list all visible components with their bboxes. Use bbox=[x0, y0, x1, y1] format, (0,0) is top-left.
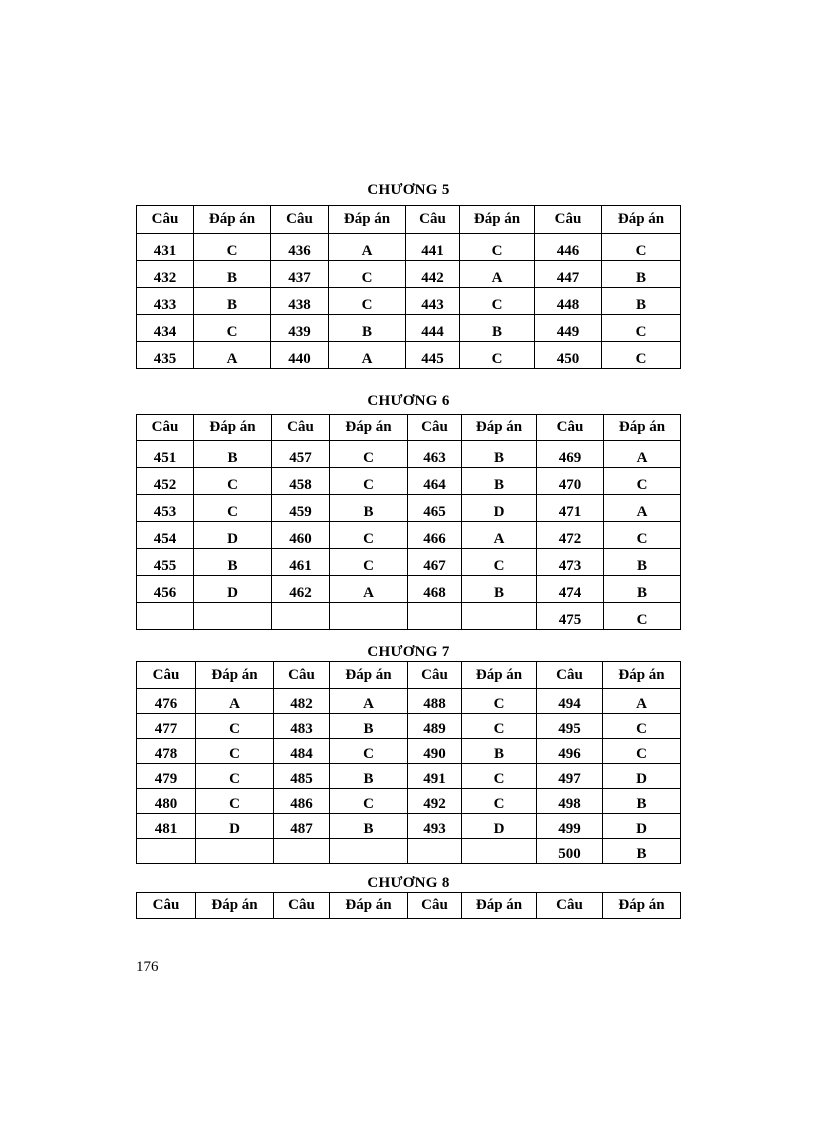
table-row bbox=[137, 576, 681, 603]
question-header: Câu bbox=[274, 662, 330, 689]
answer-letter: C bbox=[330, 522, 408, 549]
answer-letter: C bbox=[602, 315, 681, 342]
table-row bbox=[137, 689, 681, 714]
answer-header: Đáp án bbox=[602, 206, 681, 234]
table-row bbox=[137, 789, 681, 814]
question-number: 469 bbox=[537, 441, 604, 468]
answer-letter: B bbox=[462, 739, 537, 764]
question-number: 466 bbox=[408, 522, 462, 549]
table-row bbox=[137, 495, 681, 522]
question-number: 477 bbox=[137, 714, 196, 739]
table-header-row bbox=[137, 662, 681, 689]
question-header: Câu bbox=[408, 662, 462, 689]
question-number: 443 bbox=[406, 288, 460, 315]
question-number: 470 bbox=[537, 468, 604, 495]
answer-letter: D bbox=[603, 814, 681, 839]
question-header: Câu bbox=[537, 662, 603, 689]
answer-letter: B bbox=[329, 315, 406, 342]
question-number: 488 bbox=[408, 689, 462, 714]
question-number bbox=[137, 603, 194, 630]
chapter-5-answer-table bbox=[136, 205, 681, 369]
answer-header: Đáp án bbox=[330, 662, 408, 689]
answer-header: Đáp án bbox=[460, 206, 535, 234]
answer-letter: B bbox=[330, 714, 408, 739]
answer-letter: C bbox=[604, 522, 681, 549]
table-row bbox=[137, 739, 681, 764]
answer-letter: C bbox=[194, 315, 271, 342]
question-number bbox=[408, 839, 462, 864]
answer-letter: C bbox=[603, 739, 681, 764]
answer-header: Đáp án bbox=[603, 893, 681, 919]
question-number: 485 bbox=[274, 764, 330, 789]
question-number: 458 bbox=[272, 468, 330, 495]
question-number: 437 bbox=[271, 261, 329, 288]
answer-letter: B bbox=[602, 288, 681, 315]
answer-letter: B bbox=[330, 814, 408, 839]
question-number: 456 bbox=[137, 576, 194, 603]
answer-letter: C bbox=[460, 234, 535, 261]
answer-header: Đáp án bbox=[462, 893, 537, 919]
question-number: 486 bbox=[274, 789, 330, 814]
table-row bbox=[137, 342, 681, 369]
question-number: 484 bbox=[274, 739, 330, 764]
answer-letter: C bbox=[460, 288, 535, 315]
answer-letter: B bbox=[604, 549, 681, 576]
page-number: 176 bbox=[136, 959, 159, 975]
question-number: 500 bbox=[537, 839, 603, 864]
answer-letter: D bbox=[194, 576, 272, 603]
table-row bbox=[137, 714, 681, 739]
question-header: Câu bbox=[137, 662, 196, 689]
question-number: 476 bbox=[137, 689, 196, 714]
question-number: 482 bbox=[274, 689, 330, 714]
answer-letter: C bbox=[194, 468, 272, 495]
answer-header: Đáp án bbox=[462, 415, 537, 441]
answer-letter: B bbox=[194, 549, 272, 576]
question-number: 454 bbox=[137, 522, 194, 549]
answer-letter: C bbox=[462, 789, 537, 814]
answer-letter: A bbox=[462, 522, 537, 549]
answer-letter: C bbox=[330, 789, 408, 814]
answer-letter: B bbox=[462, 468, 537, 495]
question-number: 492 bbox=[408, 789, 462, 814]
question-number: 451 bbox=[137, 441, 194, 468]
question-number: 493 bbox=[408, 814, 462, 839]
question-number: 433 bbox=[137, 288, 194, 315]
answer-letter bbox=[196, 839, 274, 864]
question-number: 495 bbox=[537, 714, 603, 739]
answer-letter: C bbox=[462, 764, 537, 789]
answer-letter: A bbox=[196, 689, 274, 714]
question-number: 468 bbox=[408, 576, 462, 603]
answer-letter: B bbox=[194, 288, 271, 315]
table-row bbox=[137, 468, 681, 495]
answer-letter bbox=[462, 603, 537, 630]
question-header: Câu bbox=[408, 415, 462, 441]
question-header: Câu bbox=[137, 206, 194, 234]
question-number: 444 bbox=[406, 315, 460, 342]
answer-header: Đáp án bbox=[462, 662, 537, 689]
question-number: 472 bbox=[537, 522, 604, 549]
question-number: 475 bbox=[537, 603, 604, 630]
answer-letter: A bbox=[329, 342, 406, 369]
answer-letter: A bbox=[604, 495, 681, 522]
answer-letter bbox=[462, 839, 537, 864]
question-number: 432 bbox=[137, 261, 194, 288]
chapter-7-title: CHƯƠNG 7 bbox=[367, 644, 450, 660]
question-header: Câu bbox=[271, 206, 329, 234]
answer-letter: D bbox=[603, 764, 681, 789]
question-number: 452 bbox=[137, 468, 194, 495]
answer-letter: C bbox=[194, 495, 272, 522]
answer-letter: B bbox=[603, 789, 681, 814]
table-header-row bbox=[137, 415, 681, 441]
answer-letter bbox=[330, 839, 408, 864]
answer-letter: B bbox=[330, 764, 408, 789]
answer-letter: B bbox=[602, 261, 681, 288]
question-number: 463 bbox=[408, 441, 462, 468]
question-number: 439 bbox=[271, 315, 329, 342]
answer-letter: A bbox=[604, 441, 681, 468]
answer-header: Đáp án bbox=[330, 415, 408, 441]
question-number: 441 bbox=[406, 234, 460, 261]
answer-letter: D bbox=[462, 495, 537, 522]
answer-letter: D bbox=[196, 814, 274, 839]
table-row bbox=[137, 288, 681, 315]
table-row bbox=[137, 234, 681, 261]
question-number: 465 bbox=[408, 495, 462, 522]
question-number: 457 bbox=[272, 441, 330, 468]
question-header: Câu bbox=[408, 893, 462, 919]
answer-letter: B bbox=[462, 576, 537, 603]
answer-letter: A bbox=[603, 689, 681, 714]
question-number: 494 bbox=[537, 689, 603, 714]
question-number: 440 bbox=[271, 342, 329, 369]
question-header: Câu bbox=[272, 415, 330, 441]
answer-letter: C bbox=[196, 739, 274, 764]
answer-letter: C bbox=[462, 714, 537, 739]
question-number: 449 bbox=[535, 315, 602, 342]
question-number: 436 bbox=[271, 234, 329, 261]
table-header-row bbox=[137, 206, 681, 234]
answer-letter: A bbox=[329, 234, 406, 261]
answer-letter: C bbox=[603, 714, 681, 739]
answer-letter: C bbox=[604, 468, 681, 495]
question-number: 442 bbox=[406, 261, 460, 288]
question-number: 435 bbox=[137, 342, 194, 369]
question-number: 450 bbox=[535, 342, 602, 369]
chapter-8-answer-table bbox=[136, 892, 681, 919]
question-number: 471 bbox=[537, 495, 604, 522]
question-number: 438 bbox=[271, 288, 329, 315]
question-number: 462 bbox=[272, 576, 330, 603]
question-number bbox=[272, 603, 330, 630]
chapter-6-answer-table bbox=[136, 414, 681, 630]
answer-letter: C bbox=[460, 342, 535, 369]
chapter-5-title: CHƯƠNG 5 bbox=[367, 182, 450, 198]
answer-letter: C bbox=[602, 342, 681, 369]
question-header: Câu bbox=[537, 415, 604, 441]
question-number bbox=[408, 603, 462, 630]
question-number: 483 bbox=[274, 714, 330, 739]
answer-letter: C bbox=[196, 764, 274, 789]
answer-letter bbox=[194, 603, 272, 630]
answer-letter: C bbox=[196, 714, 274, 739]
answer-header: Đáp án bbox=[196, 662, 274, 689]
question-number: 496 bbox=[537, 739, 603, 764]
question-number: 489 bbox=[408, 714, 462, 739]
question-number: 453 bbox=[137, 495, 194, 522]
question-header: Câu bbox=[537, 893, 603, 919]
question-number: 473 bbox=[537, 549, 604, 576]
question-number bbox=[137, 839, 196, 864]
table-row bbox=[137, 522, 681, 549]
question-header: Câu bbox=[406, 206, 460, 234]
question-header: Câu bbox=[535, 206, 602, 234]
chapter-7-answer-table bbox=[136, 661, 681, 864]
answer-letter: D bbox=[194, 522, 272, 549]
question-number: 455 bbox=[137, 549, 194, 576]
answer-letter: C bbox=[194, 234, 271, 261]
table-row bbox=[137, 261, 681, 288]
answer-letter: C bbox=[462, 549, 537, 576]
question-number: 491 bbox=[408, 764, 462, 789]
table-row bbox=[137, 315, 681, 342]
answer-letter: C bbox=[330, 549, 408, 576]
question-number: 498 bbox=[537, 789, 603, 814]
answer-header: Đáp án bbox=[196, 893, 274, 919]
answer-letter: A bbox=[330, 689, 408, 714]
table-row bbox=[137, 839, 681, 864]
answer-letter: C bbox=[330, 468, 408, 495]
question-number: 447 bbox=[535, 261, 602, 288]
answer-letter: C bbox=[196, 789, 274, 814]
answer-header: Đáp án bbox=[604, 415, 681, 441]
answer-letter: C bbox=[604, 603, 681, 630]
answer-header: Đáp án bbox=[330, 893, 408, 919]
answer-letter: C bbox=[602, 234, 681, 261]
question-number: 459 bbox=[272, 495, 330, 522]
answer-letter: A bbox=[460, 261, 535, 288]
chapter-6-title: CHƯƠNG 6 bbox=[367, 393, 450, 409]
question-number: 464 bbox=[408, 468, 462, 495]
answer-letter: D bbox=[462, 814, 537, 839]
question-number: 497 bbox=[537, 764, 603, 789]
answer-letter: B bbox=[194, 261, 271, 288]
question-header: Câu bbox=[274, 893, 330, 919]
answer-letter: C bbox=[329, 261, 406, 288]
table-row bbox=[137, 603, 681, 630]
answer-letter: B bbox=[460, 315, 535, 342]
table-row bbox=[137, 764, 681, 789]
answer-letter: B bbox=[604, 576, 681, 603]
answer-letter: B bbox=[603, 839, 681, 864]
question-number: 478 bbox=[137, 739, 196, 764]
answer-header: Đáp án bbox=[329, 206, 406, 234]
answer-letter: C bbox=[462, 689, 537, 714]
question-number: 461 bbox=[272, 549, 330, 576]
table-header-row bbox=[137, 893, 681, 919]
question-number: 499 bbox=[537, 814, 603, 839]
question-number: 474 bbox=[537, 576, 604, 603]
question-header: Câu bbox=[137, 893, 196, 919]
answer-letter: B bbox=[462, 441, 537, 468]
question-number: 479 bbox=[137, 764, 196, 789]
table-row bbox=[137, 549, 681, 576]
answer-letter: A bbox=[330, 576, 408, 603]
answer-letter: B bbox=[194, 441, 272, 468]
answer-letter: C bbox=[330, 441, 408, 468]
question-number bbox=[274, 839, 330, 864]
question-number: 448 bbox=[535, 288, 602, 315]
question-number: 460 bbox=[272, 522, 330, 549]
question-number: 487 bbox=[274, 814, 330, 839]
table-row bbox=[137, 441, 681, 468]
table-row bbox=[137, 814, 681, 839]
question-number: 434 bbox=[137, 315, 194, 342]
answer-header: Đáp án bbox=[603, 662, 681, 689]
answer-header: Đáp án bbox=[194, 206, 271, 234]
question-number: 431 bbox=[137, 234, 194, 261]
question-number: 490 bbox=[408, 739, 462, 764]
question-header: Câu bbox=[137, 415, 194, 441]
question-number: 445 bbox=[406, 342, 460, 369]
answer-letter: B bbox=[330, 495, 408, 522]
question-number: 480 bbox=[137, 789, 196, 814]
question-number: 467 bbox=[408, 549, 462, 576]
question-number: 446 bbox=[535, 234, 602, 261]
chapter-8-title: CHƯƠNG 8 bbox=[367, 875, 450, 891]
answer-letter: C bbox=[329, 288, 406, 315]
answer-letter bbox=[330, 603, 408, 630]
answer-letter: A bbox=[194, 342, 271, 369]
answer-header: Đáp án bbox=[194, 415, 272, 441]
question-number: 481 bbox=[137, 814, 196, 839]
answer-letter: C bbox=[330, 739, 408, 764]
